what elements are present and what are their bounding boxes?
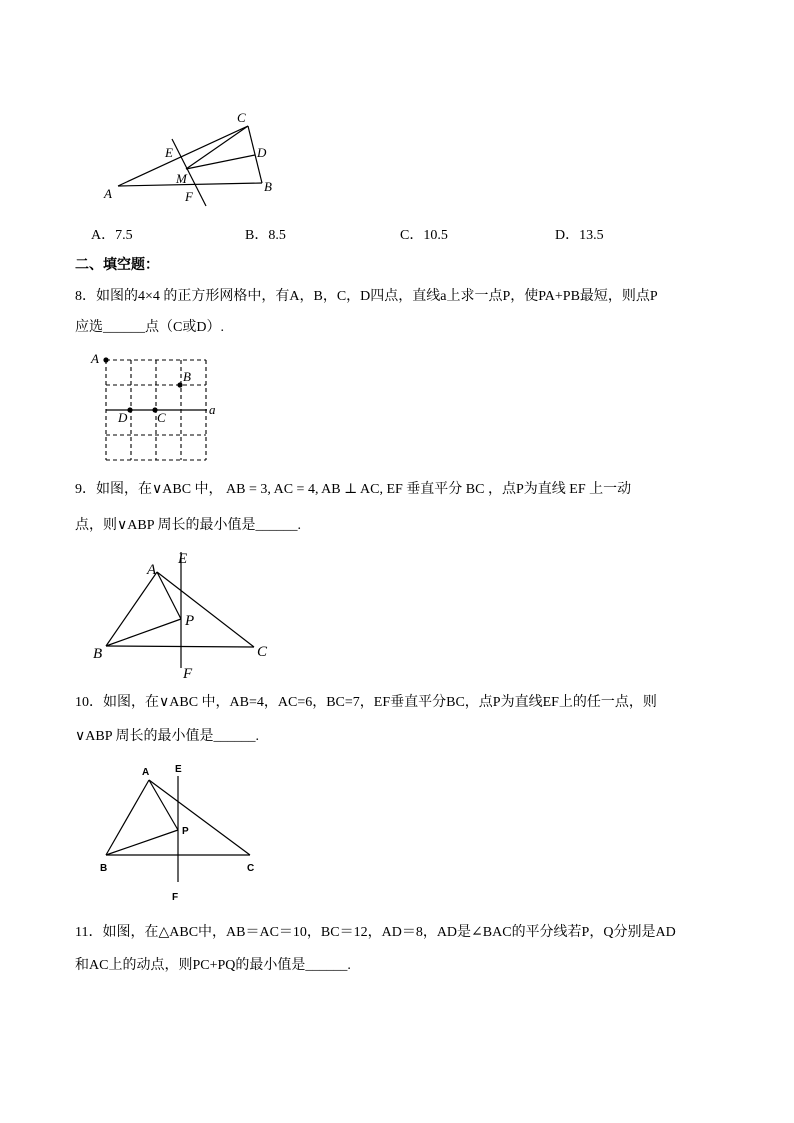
q7-label-b: B (264, 179, 272, 194)
q9-label-e: E (178, 551, 188, 567)
q8-point-b (177, 382, 182, 387)
q7-label-c: C (237, 110, 246, 125)
q10-segment-ap (149, 780, 178, 830)
q11-text-line-2: 和AC上的动点，则PC+PQ的最小值是______. (75, 958, 351, 973)
q9-text-line-2: 点，则∨ABP 周长的最小值是______. (75, 518, 301, 533)
q7-label-m: M (176, 171, 187, 186)
q9-segment-ab (106, 572, 157, 646)
q9-label-f: F (183, 666, 193, 682)
q8-label-line-a: a (209, 402, 216, 417)
q11-text-line-1: 11．如图，在△ABC中，AB＝AC＝10，BC＝12，AD＝8，AD是∠BAC的平分线若P，Q分别是AD (75, 925, 676, 940)
q10-label-e: E (175, 764, 182, 775)
q8-point-d (127, 407, 132, 412)
q9-figure (93, 551, 268, 682)
q7-option-b: B．8.5 (245, 228, 286, 243)
q7-label-e: E (165, 145, 173, 160)
q8-label-b: B (183, 369, 191, 384)
q10-label-p: P (182, 826, 189, 837)
q8-label-c: C (157, 410, 166, 425)
q7-option-a: A．7.5 (91, 228, 133, 243)
q10-segment-bp (106, 830, 178, 855)
q7-segment-ab (118, 183, 262, 186)
q8-label-a: A (91, 351, 99, 366)
q9-label-c: C (257, 644, 268, 660)
q10-segment-ab (106, 780, 149, 855)
q9-segment-ap (157, 572, 181, 619)
section-title: 二、填空题： (75, 258, 159, 273)
q7-label-d: D (257, 145, 267, 160)
q9-segment-ac (157, 572, 254, 647)
q8-figure (90, 351, 216, 460)
q10-text-line-1: 10．如图，在∨ABC 中，AB=4，AC=6，BC=7，EF垂直平分BC，点P为直线EF上的任一点，则 (75, 695, 657, 710)
q9-segment-bp (106, 619, 181, 646)
q7-figure (103, 110, 272, 206)
q10-label-c: C (247, 863, 255, 874)
q10-figure (100, 764, 254, 903)
q10-label-f: F (172, 892, 179, 903)
q10-label-a: A (142, 767, 150, 778)
q7-label-a: A (104, 186, 112, 201)
q9-label-b: B (93, 646, 103, 662)
q9-segment-bc (106, 646, 254, 647)
q9-label-a: A (147, 562, 157, 578)
q9-label-p: P (185, 613, 195, 629)
q8-point-a (103, 357, 108, 362)
q7-label-f: F (185, 189, 193, 204)
q10-text-line-2: ∨ABP 周长的最小值是______. (75, 729, 259, 744)
q8-label-d: D (118, 410, 128, 425)
q8-text-line-2: 应选______点（C或D）. (75, 320, 224, 335)
q8-text-line-1: 8．如图的4×4 的正方形网格中，有A，B，C，D四点，直线a上求一点P，使PA+PB最短，则点P (75, 289, 658, 304)
q7-option-c: C．10.5 (400, 228, 448, 243)
q10-label-b: B (100, 863, 108, 874)
q9-text-line-1: 9．如图，在∨ABC 中， AB = 3, AC = 4, AB ⊥ AC, EF 垂直平分 BC ，点P为直线 EF 上一动 (75, 482, 632, 497)
q7-option-d: D．13.5 (555, 228, 604, 243)
q10-segment-ac (149, 780, 250, 855)
